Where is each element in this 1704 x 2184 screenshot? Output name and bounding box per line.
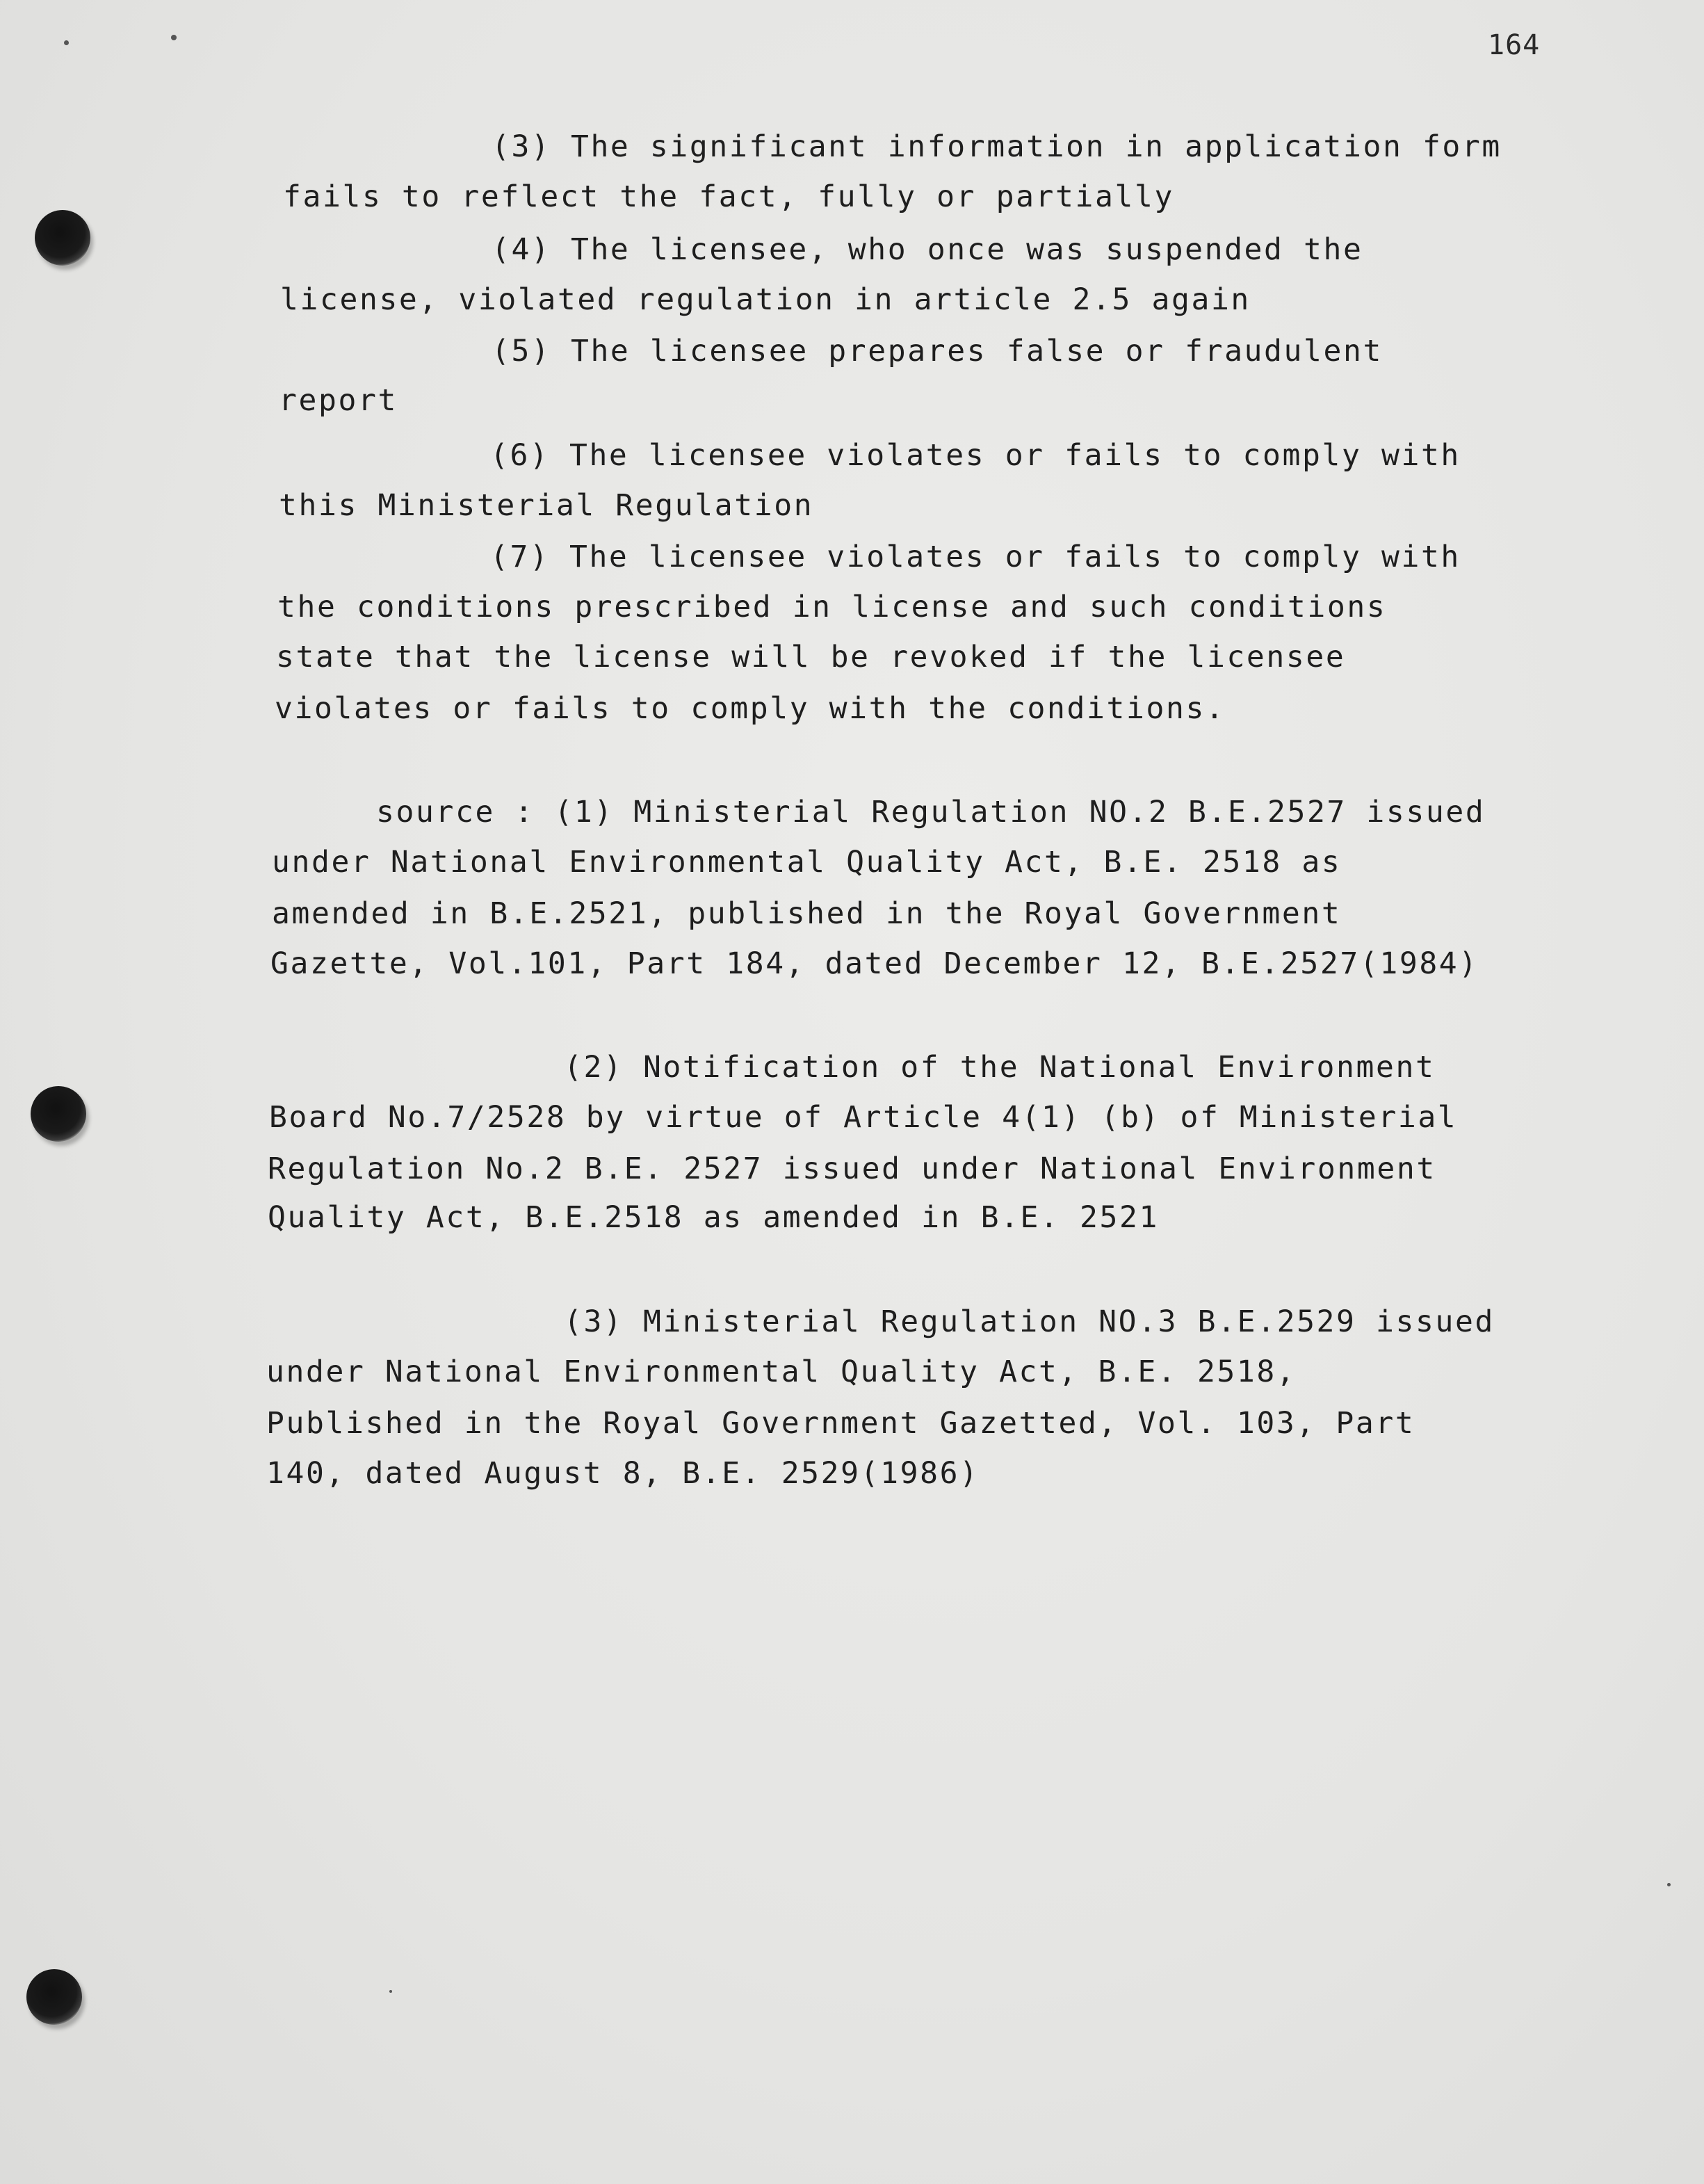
source-1-line-1: source : (1) Ministerial Regulation NO.2 B.E.2527 issued [376,795,1486,830]
source-3-line-2: under National Environmental Quality Act, B.E. 2518, [266,1354,1297,1389]
item-4-line-2: license, violated regulation in article 2.5 again [280,282,1251,317]
source-2-line-1: (2) Notification of the National Environment [564,1050,1436,1085]
source-1-line-3: amended in B.E.2521, published in the Royal Government [272,896,1342,931]
page-number: 164 [1488,29,1541,61]
item-6-line-2: this Ministerial Regulation [279,488,814,523]
source-2-line-2: Board No.7/2528 by virtue of Article 4(1) (b) of Ministerial [269,1100,1458,1135]
item-7-line-4: violates or fails to comply with the conditions. [275,691,1226,726]
source-3-line-3: Published in the Royal Government Gazetted, Vol. 103, Part [266,1406,1415,1441]
item-3-line-2: fails to reflect the fact, fully or partially [283,179,1174,214]
item-3-line-1: (3) The significant information in application form [492,129,1502,164]
source-1-line-2: under National Environmental Quality Act, B.E. 2518 as [272,845,1342,880]
item-7-line-2: the conditions prescribed in license and such conditions [277,590,1387,624]
source-2-line-4: Quality Act, B.E.2518 as amended in B.E. 2521 [268,1200,1159,1235]
item-4-line-1: (4) The licensee, who once was suspended the [492,232,1363,267]
item-5-line-2: report [279,383,398,418]
item-7-line-1: (7) The licensee violates or fails to comply with [490,540,1461,574]
source-3-line-4: 140, dated August 8, B.E. 2529(1986) [266,1456,980,1491]
source-2-line-3: Regulation No.2 B.E. 2527 issued under National Environment [268,1151,1436,1186]
item-6-line-1: (6) The licensee violates or fails to comply with [490,438,1461,473]
item-7-line-3: state that the license will be revoked if the licensee [276,640,1346,674]
item-5-line-1: (5) The licensee prepares false or fraudulent [492,334,1383,369]
source-1-line-4: Gazette, Vol.101, Part 184, dated December 12, B.E.2527(1984) [270,946,1479,981]
source-3-line-1: (3) Ministerial Regulation NO.3 B.E.2529 issued [564,1304,1495,1339]
